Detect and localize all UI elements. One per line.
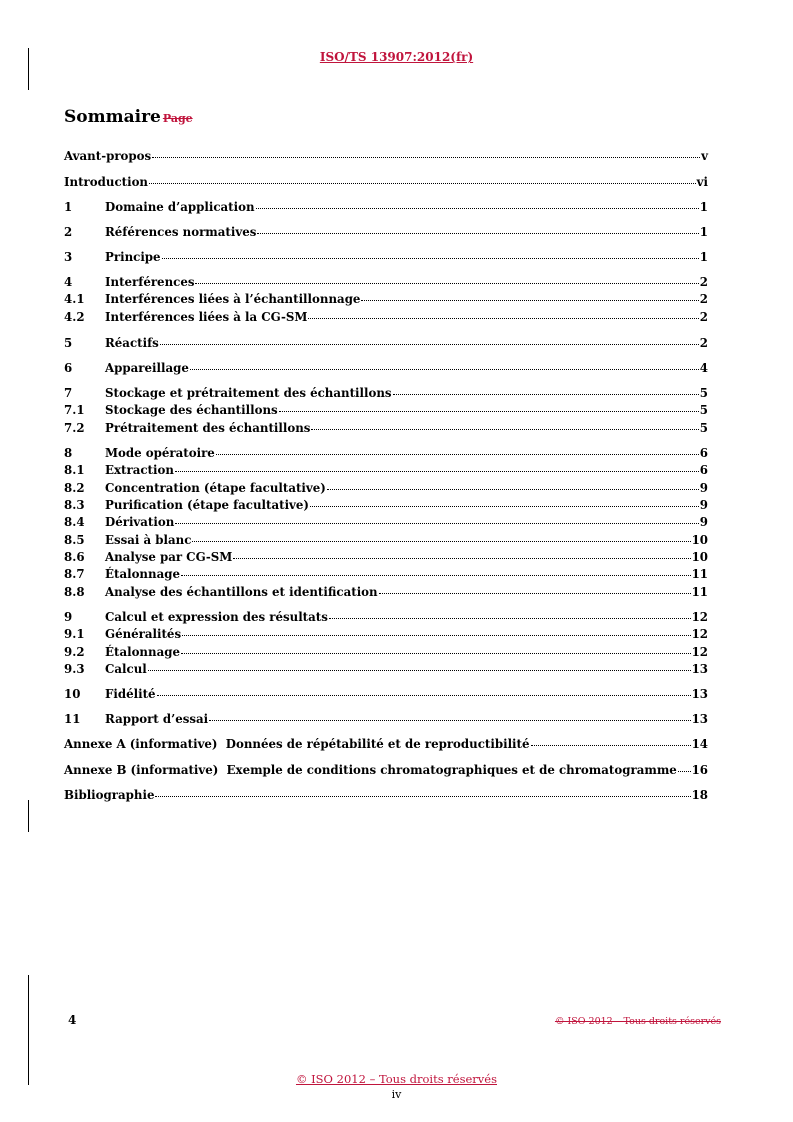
toc-dot-leader — [308, 318, 698, 319]
toc-entry-page: 5 — [699, 403, 708, 417]
toc-entry[interactable] — [64, 310, 708, 326]
toc-entry-page: 2 — [699, 292, 708, 306]
toc-dot-leader — [190, 369, 699, 370]
toc-entry-number: 8.3 — [64, 498, 85, 512]
toc-entry[interactable] — [64, 712, 708, 728]
toc-entry-page: 1 — [699, 200, 708, 214]
toc-entry-title: Extraction — [105, 463, 174, 477]
toc-entry-title: Étalonnage — [105, 645, 180, 659]
toc-entry[interactable] — [64, 498, 708, 514]
toc-entry-page: 11 — [691, 567, 708, 581]
toc-dot-leader — [155, 796, 690, 797]
toc-entry-number: 7 — [64, 386, 73, 400]
toc-entry-title: Interférences — [105, 275, 195, 289]
toc-dot-leader — [329, 618, 691, 619]
toc-entry-page: 18 — [691, 788, 708, 802]
toc-entry-page: 5 — [699, 386, 708, 400]
toc-dot-leader — [256, 208, 699, 209]
toc-entry-number: 6 — [64, 361, 73, 375]
toc-entry[interactable] — [64, 567, 708, 583]
revision-bar-middle — [28, 800, 29, 832]
toc-entry-page: 12 — [691, 627, 708, 641]
toc-entry[interactable] — [64, 200, 708, 216]
toc-entry-page: v — [701, 149, 708, 163]
toc-entry-page: 2 — [699, 275, 708, 289]
toc-dot-leader — [152, 157, 700, 158]
toc-entry[interactable] — [64, 627, 708, 643]
toc-entry[interactable] — [64, 585, 708, 601]
toc-entry-title: Calcul — [105, 662, 147, 676]
toc-entry[interactable] — [64, 610, 708, 626]
toc-entry[interactable] — [64, 275, 708, 291]
toc-entry-page: 9 — [699, 498, 708, 512]
toc-dot-leader — [181, 653, 691, 654]
toc-entry-title: Avant-propos — [64, 149, 152, 163]
toc-dot-leader — [310, 506, 699, 507]
footer-copyright: © ISO 2012 – Tous droits réservés — [295, 1072, 497, 1086]
toc-entry-number: 9.1 — [64, 627, 85, 641]
toc-entry-title: Étalonnage — [105, 567, 180, 581]
toc-entry[interactable] — [64, 515, 708, 531]
toc-dot-leader — [311, 429, 698, 430]
toc-entry-number: 8.6 — [64, 550, 85, 564]
toc-dot-leader — [257, 233, 698, 234]
toc-entry-page: 2 — [699, 336, 708, 350]
toc-entry-number: 9.3 — [64, 662, 85, 676]
toc-dot-leader — [160, 344, 699, 345]
toc-entry-page: 10 — [691, 533, 708, 547]
toc-entry-page: 13 — [691, 687, 708, 701]
toc-entry-number: 4.2 — [64, 310, 85, 324]
toc-entry-page: 9 — [699, 515, 708, 529]
toc-entry-title: Analyse par CG-SM — [105, 550, 233, 564]
toc-entry[interactable] — [64, 446, 708, 462]
toc-dot-leader — [678, 771, 691, 772]
toc-dot-leader — [148, 670, 691, 671]
toc-dot-leader — [379, 593, 691, 594]
toc-entry-page: 16 — [691, 763, 708, 777]
toc-entry-page: 14 — [691, 737, 708, 751]
toc-dot-leader — [233, 558, 690, 559]
toc-dot-leader — [192, 541, 690, 542]
toc-entry-number: 8.5 — [64, 533, 85, 547]
toc-entry-number: 7.1 — [64, 403, 85, 417]
toc-entry-page: 12 — [691, 645, 708, 659]
toc-entry[interactable] — [64, 250, 708, 266]
toc-entry[interactable] — [64, 550, 708, 566]
title-struck-page: Page — [162, 112, 193, 125]
page-title — [64, 107, 193, 127]
toc-entry[interactable] — [64, 403, 708, 419]
toc-entry-title: Principe — [105, 250, 161, 264]
toc-entry-title: Introduction — [64, 175, 149, 189]
footer-struck-copyright: © ISO 2012 – Tous droits réservés — [554, 1016, 721, 1027]
toc-entry-title: Réactifs — [105, 336, 159, 350]
toc-entry-page: 9 — [699, 481, 708, 495]
toc-entry-title: Stockage et prétraitement des échantillons — [105, 386, 392, 400]
toc-entry-title: Concentration (étape facultative) — [105, 481, 326, 495]
toc-entry-title: Bibliographie — [64, 788, 155, 802]
toc-entry-number: 10 — [64, 687, 81, 701]
toc-entry-number: 8.7 — [64, 567, 85, 581]
toc-entry[interactable] — [64, 421, 708, 437]
toc-entry-number: 7.2 — [64, 421, 85, 435]
revision-bar-bottom — [28, 975, 29, 1085]
toc-entry[interactable] — [64, 662, 708, 678]
toc-entry-title: Essai à blanc — [105, 533, 192, 547]
toc-dot-leader — [181, 575, 691, 576]
toc-entry-title: Dérivation — [105, 515, 175, 529]
toc-entry[interactable] — [64, 292, 708, 308]
document-id-header: ISO/TS 13907:2012(fr) — [319, 50, 474, 64]
toc-entry[interactable] — [64, 645, 708, 661]
toc-entry-title: Stockage des échantillons — [105, 403, 278, 417]
toc-entry-page: 10 — [691, 550, 708, 564]
toc-entry-page: 6 — [699, 446, 708, 460]
footer-page-number: 4 — [68, 1013, 77, 1027]
toc-entry-number: 2 — [64, 225, 73, 239]
toc-dot-leader — [216, 454, 699, 455]
toc-dot-leader — [279, 411, 699, 412]
title-main: Sommaire — [64, 107, 161, 127]
toc-dot-leader — [162, 258, 699, 259]
toc-dot-leader — [393, 394, 699, 395]
toc-entry-number: 9 — [64, 610, 73, 624]
toc-dot-leader — [195, 283, 698, 284]
toc-dot-leader — [182, 635, 690, 636]
toc-entry-number: 11 — [64, 712, 81, 726]
toc-dot-leader — [175, 523, 698, 524]
toc-entry-number: 8.1 — [64, 463, 85, 477]
toc-entry-page: 1 — [699, 225, 708, 239]
toc-entry-title: Mode opératoire — [105, 446, 215, 460]
toc-entry-title: Appareillage — [105, 361, 189, 375]
toc-dot-leader — [175, 471, 699, 472]
toc-entry[interactable] — [64, 533, 708, 549]
toc-entry[interactable] — [64, 175, 708, 191]
toc-entry[interactable] — [64, 481, 708, 497]
toc-entry-title: Généralités — [105, 627, 182, 641]
toc-entry-page: 12 — [691, 610, 708, 624]
toc-entry[interactable] — [64, 149, 708, 165]
footer-roman-page: iv — [391, 1088, 402, 1101]
toc-entry-title: Prétraitement des échantillons — [105, 421, 311, 435]
toc-dot-leader — [531, 745, 691, 746]
toc-entry[interactable] — [64, 336, 708, 352]
toc-entry-title: Annexe B (informative) Exemple de conditions chromatographiques et de chromatogramme — [64, 763, 677, 777]
toc-entry[interactable] — [64, 763, 708, 779]
toc-entry-number: 4 — [64, 275, 73, 289]
toc-entry[interactable] — [64, 386, 708, 402]
toc-entry-title: Domaine d’application — [105, 200, 255, 214]
toc-entry-page: 4 — [699, 361, 708, 375]
toc-entry[interactable] — [64, 361, 708, 377]
toc-entry-title: Annexe A (informative) Données de répétabilité et de reproductibilité — [64, 737, 530, 751]
toc-entry-number: 8.4 — [64, 515, 85, 529]
toc-entry-title: Interférences liées à la CG-SM — [105, 310, 308, 324]
toc-entry-page: 1 — [699, 250, 708, 264]
toc-dot-leader — [361, 300, 698, 301]
toc-entry[interactable] — [64, 737, 708, 753]
toc-entry-number: 5 — [64, 336, 73, 350]
toc-entry-title: Références normatives — [105, 225, 257, 239]
toc-entry-page: 6 — [699, 463, 708, 477]
toc-entry[interactable] — [64, 788, 708, 804]
toc-entry-page: 13 — [691, 712, 708, 726]
toc-entry-title: Calcul et expression des résultats — [105, 610, 328, 624]
toc-entry-number: 4.1 — [64, 292, 85, 306]
toc-entry-page: 5 — [699, 421, 708, 435]
toc-entry[interactable] — [64, 687, 708, 703]
toc-entry-number: 8.8 — [64, 585, 85, 599]
toc-entry-page: vi — [696, 175, 708, 189]
toc-dot-leader — [327, 489, 699, 490]
toc-entry-title: Purification (étape facultative) — [105, 498, 309, 512]
toc-entry-number: 1 — [64, 200, 73, 214]
toc-entry-number: 8 — [64, 446, 73, 460]
toc-entry-page: 13 — [691, 662, 708, 676]
toc-dot-leader — [149, 183, 696, 184]
toc-entry-number: 3 — [64, 250, 73, 264]
toc-entry-title: Rapport d’essai — [105, 712, 209, 726]
toc-entry-title: Analyse des échantillons et identification — [105, 585, 378, 599]
toc-entry-title: Fidélité — [105, 687, 156, 701]
toc-entry-number: 8.2 — [64, 481, 85, 495]
toc-entry-page: 11 — [691, 585, 708, 599]
toc-entry-title: Interférences liées à l’échantillonnage — [105, 292, 361, 306]
toc-dot-leader — [157, 695, 691, 696]
toc-entry-page: 2 — [699, 310, 708, 324]
toc-entry[interactable] — [64, 463, 708, 479]
toc-entry[interactable] — [64, 225, 708, 241]
toc-dot-leader — [209, 720, 690, 721]
toc-entry-number: 9.2 — [64, 645, 85, 659]
